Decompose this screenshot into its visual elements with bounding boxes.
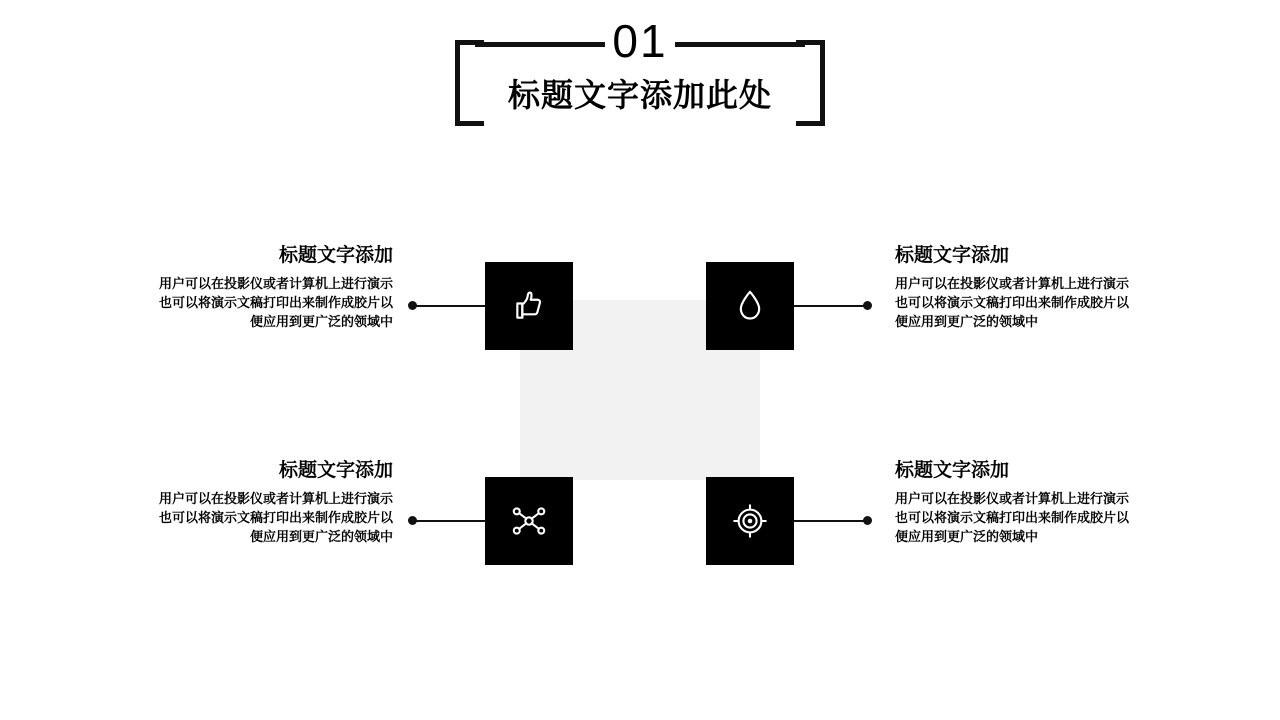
connector-dot-top-right	[863, 301, 872, 310]
text-block-bottom-left	[158, 459, 393, 546]
item-body: 用户可以在投影仪或者计算机上进行演示也可以将演示文稿打印出来制作成胶片以便应用到更广泛的领域中	[895, 276, 1130, 329]
connector-dot-top-left	[408, 301, 417, 310]
network-nodes-icon	[508, 500, 550, 542]
item-title: 标题文字添加	[278, 245, 393, 266]
item-body: 用户可以在投影仪或者计算机上进行演示也可以将演示文稿打印出来制作成胶片以便应用到更广泛的领域中	[895, 491, 1130, 544]
item-body: 用户可以在投影仪或者计算机上进行演示也可以将演示文稿打印出来制作成胶片以便应用到更广泛的领域中	[158, 491, 393, 544]
connector-dot-bottom-right	[863, 516, 872, 525]
icon-tile-bottom-right[interactable]	[706, 477, 794, 565]
text-block-bottom-right	[895, 459, 1130, 546]
page-title: 标题文字添加此处	[507, 77, 772, 113]
item-title: 标题文字添加	[895, 245, 1010, 266]
connector-line-top-right	[794, 305, 868, 307]
connector-line-bottom-right	[794, 520, 868, 522]
section-number: 01	[612, 15, 668, 67]
text-block-top-left	[158, 244, 393, 331]
icon-tile-bottom-left[interactable]	[485, 477, 573, 565]
text-block-top-right	[895, 244, 1130, 331]
item-title: 标题文字添加	[895, 460, 1010, 481]
connector-dot-bottom-left	[408, 516, 417, 525]
thumbs-up-icon	[509, 286, 549, 326]
item-body: 用户可以在投影仪或者计算机上进行演示也可以将演示文稿打印出来制作成胶片以便应用到更广泛的领域中	[158, 276, 393, 329]
section-header	[455, 15, 825, 125]
water-drop-icon	[730, 286, 770, 326]
target-icon	[729, 500, 771, 542]
icon-tile-top-right[interactable]	[706, 262, 794, 350]
icon-tile-top-left[interactable]	[485, 262, 573, 350]
connector-line-bottom-left	[412, 520, 486, 522]
item-title: 标题文字添加	[278, 460, 393, 481]
connector-line-top-left	[412, 305, 486, 307]
